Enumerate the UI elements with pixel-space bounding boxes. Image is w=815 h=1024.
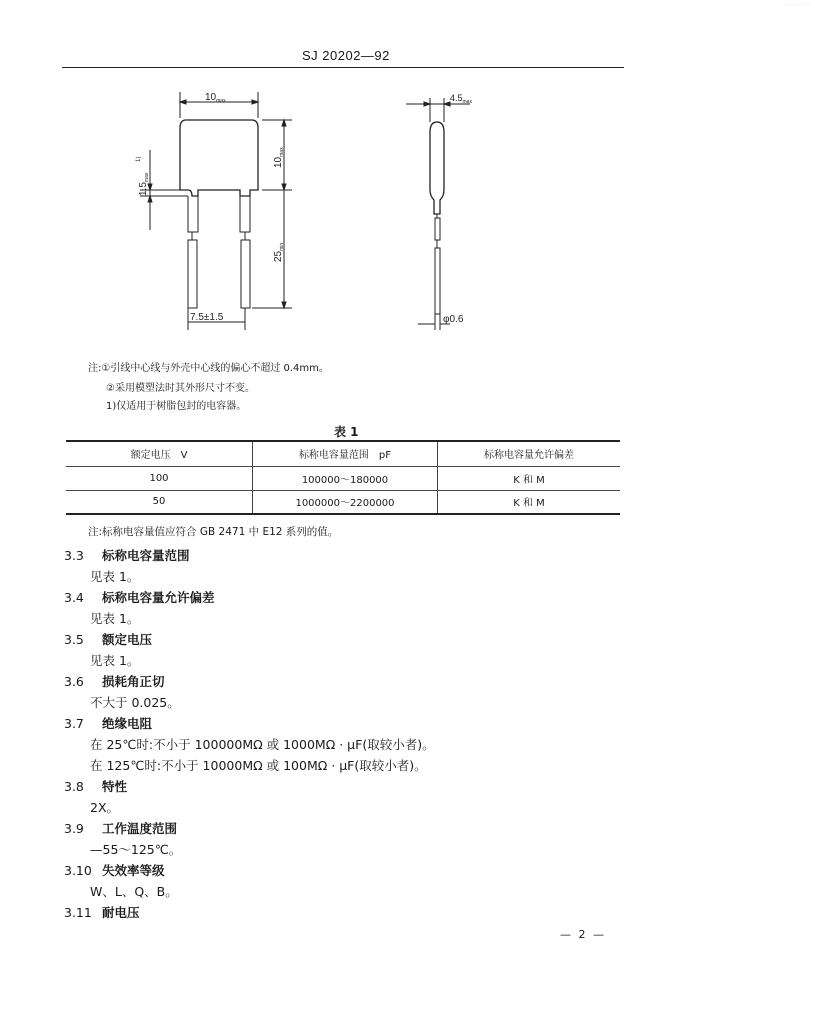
table-cell: 1000000～2200000: [253, 490, 438, 514]
section-heading: 3.9 工作温度范围: [64, 821, 178, 836]
section-body: W、L、Q、B。: [90, 884, 178, 899]
section-body: —55～125℃。: [90, 842, 182, 857]
section-body: 见表 1。: [90, 611, 140, 626]
lead-diameter-label: φ0.6: [443, 314, 464, 325]
section-body: 2X。: [90, 800, 120, 815]
coating-footnote-mark: 1): [136, 156, 142, 162]
capacitor-outline-drawing: [120, 80, 520, 340]
section-heading: 3.6 损耗角正切: [64, 674, 165, 689]
section-body: 见表 1。: [90, 569, 140, 584]
capacitor-side-view: [430, 122, 444, 314]
section-body: 不大于 0.025。: [90, 695, 180, 710]
table-cell: 100: [149, 472, 169, 484]
section-heading: 3.10 失效率等级: [64, 863, 165, 878]
section-heading: 3.4 标称电容量允许偏差: [64, 590, 215, 605]
header-rule: [62, 67, 624, 68]
section-heading: 3.7 绝缘电阻: [64, 716, 153, 731]
lead-length-dimension: [252, 190, 292, 308]
height-dim-label: $10_{max}$: [273, 147, 285, 168]
note-line: 注:①引线中心线与外壳中心线的偏心不超过 0.4mm。: [88, 363, 329, 374]
note-line: 1)仅适用于树脂包封的电容器。: [106, 401, 247, 412]
table-header-cell: 标称电容量允许偏差: [438, 441, 621, 466]
table-cell: K 和 M: [438, 466, 621, 490]
section-body: 见表 1。: [90, 653, 140, 668]
spec-table: [66, 440, 620, 515]
scan-corner-mark: · · · · · · · · · ·: [784, 2, 809, 7]
lead-spacing-label: 7.5±1.5: [190, 312, 224, 323]
table-cell: 50: [152, 496, 166, 508]
document-number: SJ 20202—92: [302, 48, 390, 63]
section-heading: 3.3 标称电容量范围: [64, 548, 190, 563]
table-header-cell: 标称电容量范围 pF: [253, 441, 438, 466]
table-header-row: [66, 441, 620, 466]
section-heading: 3.11 耐电压: [64, 905, 140, 920]
width-dimension: [180, 92, 258, 118]
table-row: [66, 466, 620, 490]
width-dim-label: $10_{max}$: [205, 92, 226, 104]
page-number: — 2 —: [560, 928, 606, 941]
thickness-dim-label: $4.5_{max}$: [450, 93, 472, 105]
note-line: ②采用模塑法时其外形尺寸不变。: [106, 383, 255, 394]
capacitor-front-view: [180, 120, 258, 308]
height-dimension: [262, 120, 292, 190]
section-body: 在 25℃时:不小于 100000MΩ 或 1000MΩ · μF(取较小者)。: [90, 737, 435, 752]
section-body: 在 125℃时:不小于 10000MΩ 或 100MΩ · μF(取较小者)。: [90, 758, 427, 773]
table-note: 注:标称电容量值应符合 GB 2471 中 E12 系列的值。: [88, 526, 339, 538]
lead-length-label: $25_{min}$: [273, 242, 285, 262]
table-cell: 100000～180000: [253, 466, 438, 490]
table-cell: K 和 M: [438, 490, 621, 514]
table-caption: 表 1: [334, 425, 359, 439]
section-heading: 3.8 特性: [64, 779, 128, 794]
coating-dim-label: $1.5_{max}$: [138, 172, 150, 196]
table-row: [66, 490, 620, 514]
section-heading: 3.5 额定电压: [64, 632, 153, 647]
table-header-cell: 额定电压 V: [130, 450, 188, 462]
